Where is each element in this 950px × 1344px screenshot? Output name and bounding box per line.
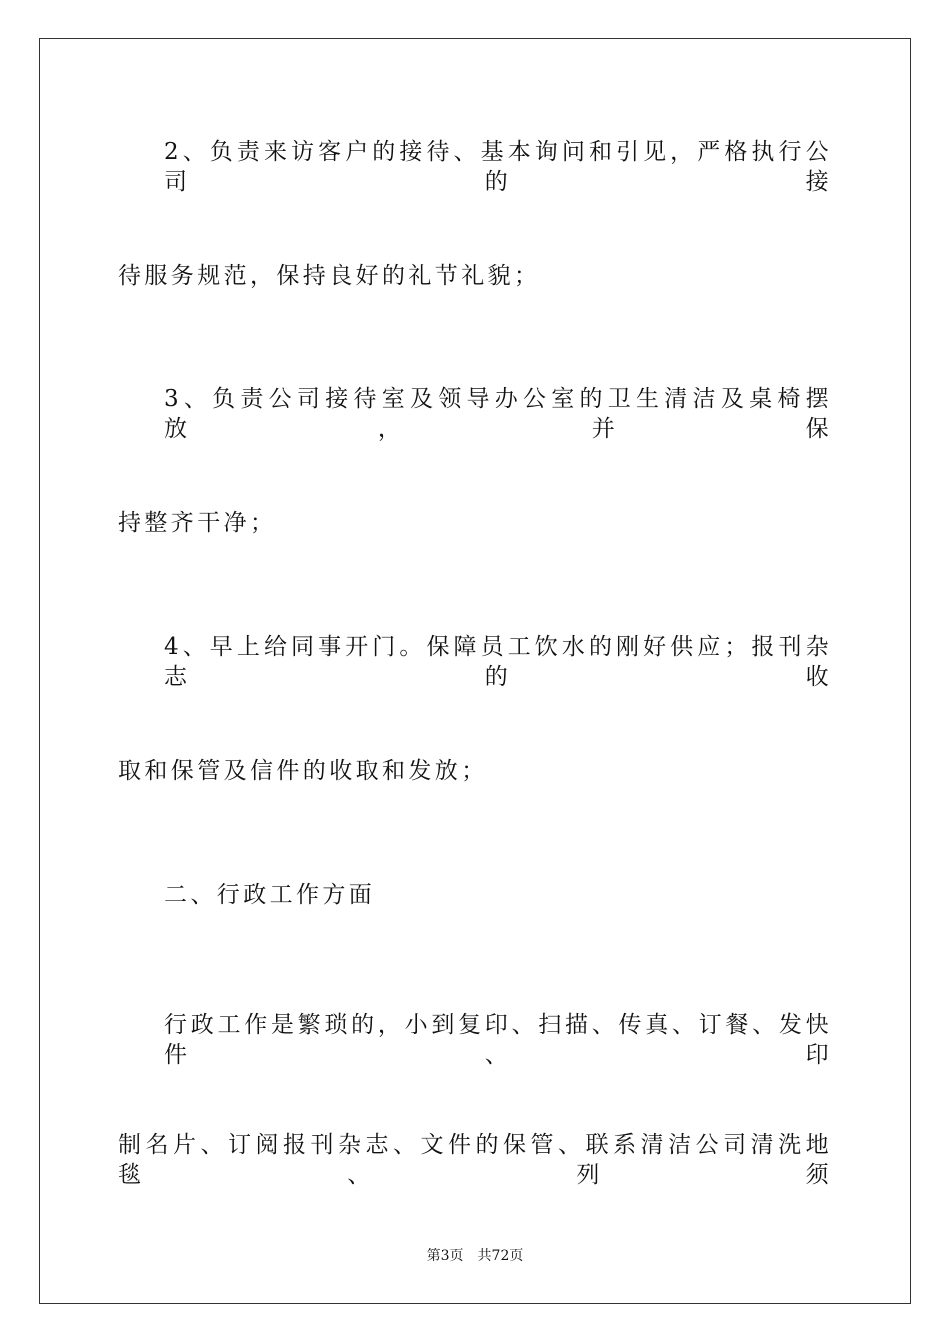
paragraph-line: 待服务规范，保持良好的礼节礼貌； bbox=[118, 263, 541, 289]
page-number: 第3页 bbox=[426, 1248, 464, 1264]
section-heading: 二、行政工作方面 bbox=[164, 882, 376, 908]
paragraph-line: 制名片、订阅报刊杂志、文件的保管、联系清洁公司清洗地毯、列须 bbox=[118, 1132, 832, 1188]
paragraph-line: 行政工作是繁琐的，小到复印、扫描、传真、订餐、发快件、印 bbox=[164, 1012, 832, 1068]
paragraph-line: 取和保管及信件的收取和发放； bbox=[118, 758, 488, 784]
paragraph-line: 持整齐干净； bbox=[118, 510, 277, 536]
paragraph-line: 3、负责公司接待室及领导办公室的卫生清洁及桌椅摆放，并保 bbox=[164, 386, 832, 442]
paragraph-line: 4、早上给同事开门。保障员工饮水的刚好供应；报刊杂志的收 bbox=[164, 634, 832, 690]
page-footer bbox=[0, 1246, 950, 1266]
paragraph-line: 2、负责来访客户的接待、基本询问和引见，严格执行公司的接 bbox=[164, 139, 832, 195]
page-total: 共72页 bbox=[477, 1248, 524, 1264]
